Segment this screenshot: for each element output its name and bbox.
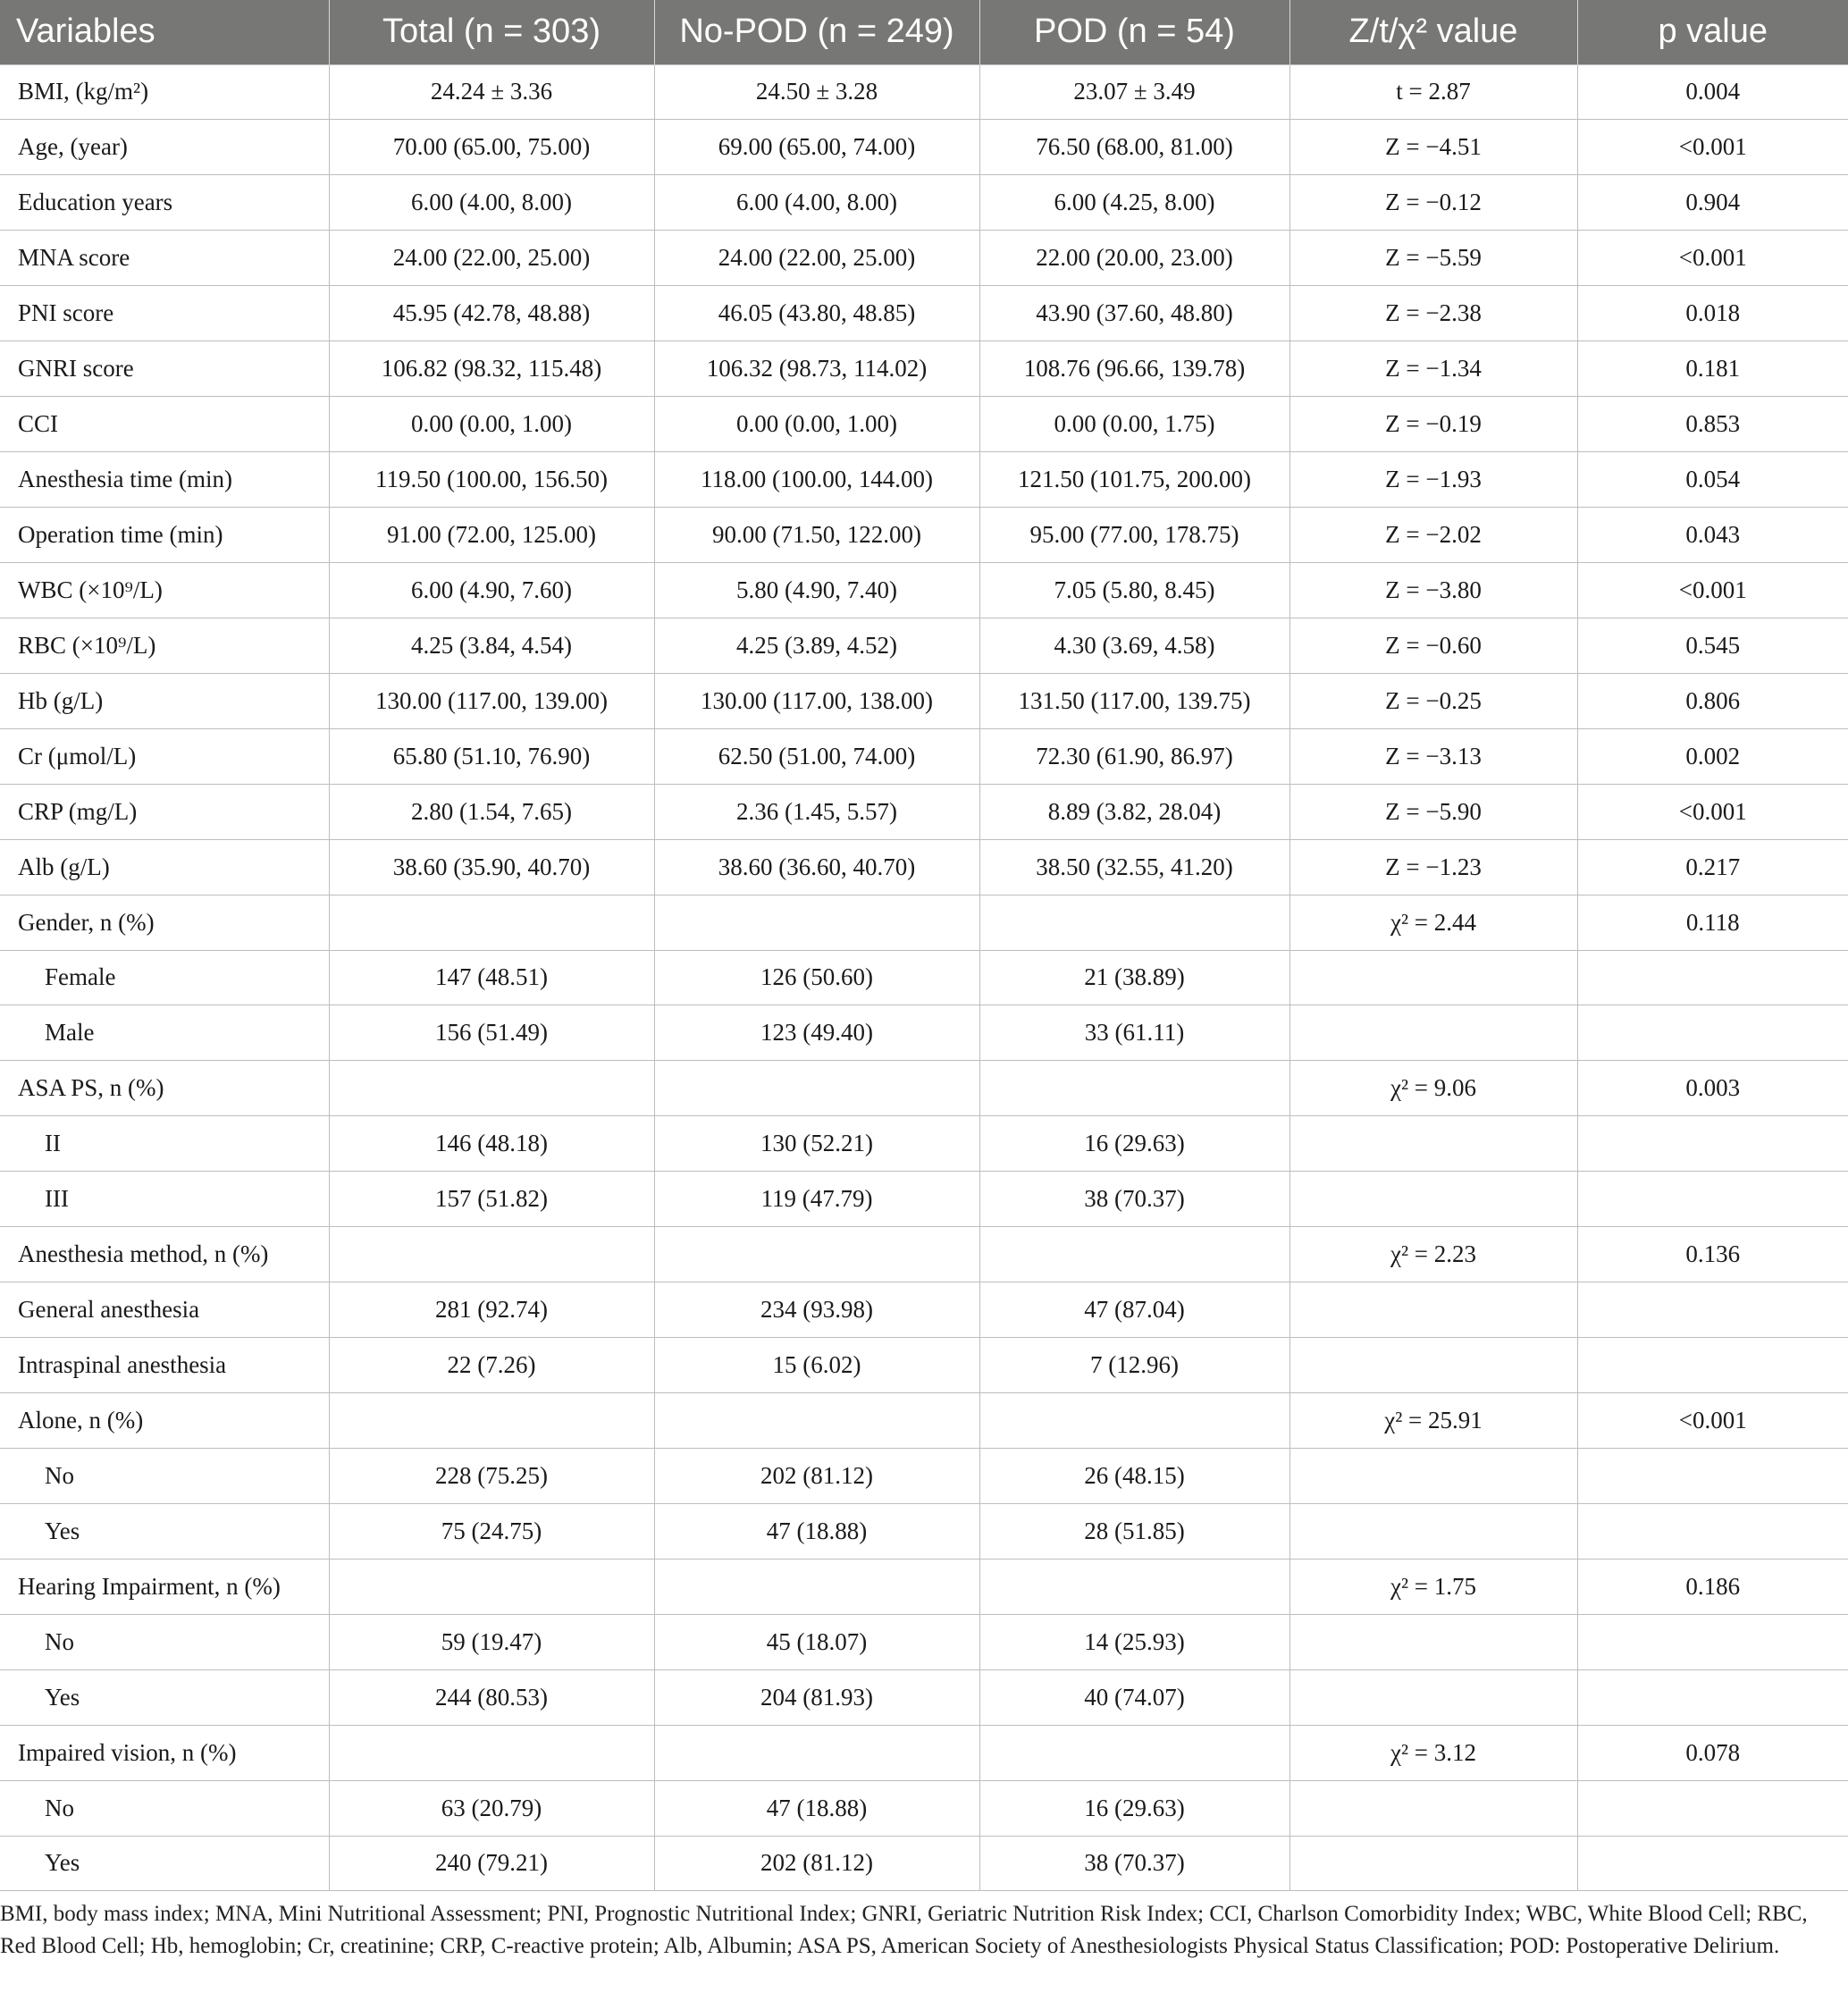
table-row [0,64,1848,120]
cell-variable: Yes [0,1503,329,1559]
cell-p-value [1577,1338,1848,1393]
cell-total: 240 (79.21) [329,1836,654,1891]
table-row [0,120,1848,175]
table-row [0,1227,1848,1282]
cell-no-pod: 45 (18.07) [654,1614,979,1669]
cell-no-pod: 69.00 (65.00, 74.00) [654,120,979,175]
cell-variable: Operation time (min) [0,508,329,563]
cell-variable: Education years [0,175,329,231]
cell-pod: 38 (70.37) [979,1172,1289,1227]
cell-no-pod: 6.00 (4.00, 8.00) [654,175,979,231]
cell-pod: 16 (29.63) [979,1780,1289,1836]
table-row [0,1448,1848,1503]
cell-no-pod: 5.80 (4.90, 7.40) [654,562,979,618]
cell-p-value: <0.001 [1577,1393,1848,1449]
cell-no-pod: 46.05 (43.80, 48.85) [654,286,979,341]
cell-stat-value: Z = −0.25 [1289,673,1577,728]
cell-total: 156 (51.49) [329,1005,654,1061]
header-pod: POD (n = 54) [979,0,1289,64]
cell-no-pod: 4.25 (3.89, 4.52) [654,618,979,673]
cell-variable: Female [0,950,329,1005]
cell-stat-value: Z = −5.59 [1289,231,1577,286]
cell-total: 24.24 ± 3.36 [329,64,654,120]
cell-total: 157 (51.82) [329,1172,654,1227]
cell-stat-value [1289,1836,1577,1891]
cell-pod [979,1061,1289,1116]
cell-pod: 6.00 (4.25, 8.00) [979,175,1289,231]
cell-total: 63 (20.79) [329,1780,654,1836]
cell-stat-value: Z = −1.93 [1289,452,1577,508]
cell-total [329,1559,654,1614]
cell-p-value [1577,1116,1848,1172]
cell-no-pod: 126 (50.60) [654,950,979,1005]
table-footnote: BMI, body mass index; MNA, Mini Nutritional Assessment; PNI, Prognostic Nutritional Index; GNRI, Geriatric Nutrition Risk Index; CCI, Charlson Comorbidity Index; WBC, White Blood Cell; RBC, Red Blood Cell; Hb, hemoglobin; Cr, creatinine; CRP, C-reactive protein; Alb, Albumin; ASA PS, American Society of Anesthesiologists Physical Status Classification; POD: Postoperative Delirium. [0,1902,1808,1958]
cell-p-value: 0.545 [1577,618,1848,673]
cell-p-value [1577,1282,1848,1338]
cell-total [329,1227,654,1282]
cell-pod: 7 (12.96) [979,1338,1289,1393]
table-header-row [0,0,1848,64]
cell-stat-value [1289,1503,1577,1559]
cell-pod: 16 (29.63) [979,1116,1289,1172]
cell-stat-value [1289,1669,1577,1725]
cell-stat-value: Z = −2.02 [1289,508,1577,563]
cell-pod: 26 (48.15) [979,1448,1289,1503]
cell-p-value: 0.118 [1577,895,1848,950]
table-row [0,1338,1848,1393]
cell-total: 91.00 (72.00, 125.00) [329,508,654,563]
cell-no-pod: 118.00 (100.00, 144.00) [654,452,979,508]
table-row [0,1725,1848,1780]
cell-p-value [1577,1780,1848,1836]
cell-stat-value [1289,950,1577,1005]
cell-total: 45.95 (42.78, 48.88) [329,286,654,341]
cell-p-value: 0.181 [1577,341,1848,397]
cell-stat-value [1289,1005,1577,1061]
cell-p-value [1577,1005,1848,1061]
cell-total [329,1725,654,1780]
cell-total [329,1061,654,1116]
cell-total: 24.00 (22.00, 25.00) [329,231,654,286]
cell-p-value: 0.853 [1577,397,1848,452]
cell-p-value [1577,950,1848,1005]
cell-variable: Cr (μmol/L) [0,728,329,784]
cell-pod: 40 (74.07) [979,1669,1289,1725]
cell-total: 244 (80.53) [329,1669,654,1725]
cell-p-value [1577,1448,1848,1503]
table-row [0,1282,1848,1338]
table-row [0,1669,1848,1725]
header-stat-value: Z/t/χ² value [1289,0,1577,64]
cell-stat-value: Z = −2.38 [1289,286,1577,341]
cell-stat-value: χ² = 2.23 [1289,1227,1577,1282]
cell-pod: 72.30 (61.90, 86.97) [979,728,1289,784]
cell-stat-value: Z = −3.80 [1289,562,1577,618]
cell-pod: 33 (61.11) [979,1005,1289,1061]
cell-variable: III [0,1172,329,1227]
cell-p-value: <0.001 [1577,784,1848,839]
cell-pod: 131.50 (117.00, 139.75) [979,673,1289,728]
cell-variable: Intraspinal anesthesia [0,1338,329,1393]
cell-no-pod: 123 (49.40) [654,1005,979,1061]
cell-stat-value: χ² = 1.75 [1289,1559,1577,1614]
cell-stat-value: χ² = 2.44 [1289,895,1577,950]
cell-variable: Hb (g/L) [0,673,329,728]
cell-no-pod: 15 (6.02) [654,1338,979,1393]
cell-no-pod: 202 (81.12) [654,1448,979,1503]
cell-variable: Anesthesia time (min) [0,452,329,508]
cell-stat-value: Z = −3.13 [1289,728,1577,784]
cell-pod [979,1725,1289,1780]
cell-variable: MNA score [0,231,329,286]
cell-pod: 21 (38.89) [979,950,1289,1005]
cell-p-value: 0.136 [1577,1227,1848,1282]
cell-pod: 23.07 ± 3.49 [979,64,1289,120]
cell-variable: RBC (×10⁹/L) [0,618,329,673]
cell-no-pod [654,1393,979,1449]
cell-pod: 121.50 (101.75, 200.00) [979,452,1289,508]
table-body [0,64,1848,1891]
cell-pod [979,895,1289,950]
cell-total: 4.25 (3.84, 4.54) [329,618,654,673]
cell-no-pod [654,1061,979,1116]
cell-total: 0.00 (0.00, 1.00) [329,397,654,452]
cell-pod: 47 (87.04) [979,1282,1289,1338]
cell-total: 22 (7.26) [329,1338,654,1393]
cell-no-pod: 24.50 ± 3.28 [654,64,979,120]
cell-p-value: <0.001 [1577,120,1848,175]
cell-total: 38.60 (35.90, 40.70) [329,839,654,895]
cell-total [329,895,654,950]
cell-stat-value: Z = −0.12 [1289,175,1577,231]
cell-stat-value: Z = −0.19 [1289,397,1577,452]
cell-no-pod [654,1559,979,1614]
table-row [0,286,1848,341]
header-p-value: p value [1577,0,1848,64]
cell-variable: CCI [0,397,329,452]
cell-pod [979,1393,1289,1449]
cell-stat-value: Z = −0.60 [1289,618,1577,673]
cell-no-pod: 0.00 (0.00, 1.00) [654,397,979,452]
cell-no-pod: 38.60 (36.60, 40.70) [654,839,979,895]
cell-no-pod: 204 (81.93) [654,1669,979,1725]
cell-stat-value: Z = −4.51 [1289,120,1577,175]
table-row [0,1393,1848,1449]
table-row [0,618,1848,673]
cell-p-value: 0.043 [1577,508,1848,563]
cell-variable: Alone, n (%) [0,1393,329,1449]
cell-pod: 43.90 (37.60, 48.80) [979,286,1289,341]
table-row [0,839,1848,895]
cell-stat-value [1289,1116,1577,1172]
cell-p-value [1577,1614,1848,1669]
cell-total: 59 (19.47) [329,1614,654,1669]
cell-pod: 38 (70.37) [979,1836,1289,1891]
cell-variable: Yes [0,1836,329,1891]
cell-pod [979,1559,1289,1614]
cell-pod: 38.50 (32.55, 41.20) [979,839,1289,895]
cell-variable: Age, (year) [0,120,329,175]
cell-p-value: 0.806 [1577,673,1848,728]
cell-total [329,1393,654,1449]
table-row [0,1780,1848,1836]
cell-p-value: 0.186 [1577,1559,1848,1614]
cell-no-pod: 106.32 (98.73, 114.02) [654,341,979,397]
cell-pod: 7.05 (5.80, 8.45) [979,562,1289,618]
cell-stat-value: Z = −1.23 [1289,839,1577,895]
table-row [0,231,1848,286]
table-row [0,1116,1848,1172]
cell-stat-value [1289,1282,1577,1338]
cell-p-value [1577,1836,1848,1891]
cell-no-pod: 47 (18.88) [654,1780,979,1836]
cell-variable: BMI, (kg/m²) [0,64,329,120]
cell-stat-value: χ² = 9.06 [1289,1061,1577,1116]
table-row [0,728,1848,784]
table-row [0,175,1848,231]
header-variables: Variables [0,0,329,64]
cell-variable: Gender, n (%) [0,895,329,950]
cell-total: 2.80 (1.54, 7.65) [329,784,654,839]
cell-pod: 8.89 (3.82, 28.04) [979,784,1289,839]
table-row [0,452,1848,508]
cell-no-pod [654,895,979,950]
cell-total: 146 (48.18) [329,1116,654,1172]
table-row [0,784,1848,839]
cell-variable: Anesthesia method, n (%) [0,1227,329,1282]
cell-p-value [1577,1172,1848,1227]
cell-p-value: 0.018 [1577,286,1848,341]
cell-variable: No [0,1614,329,1669]
cell-variable: PNI score [0,286,329,341]
cell-p-value: 0.003 [1577,1061,1848,1116]
table-row [0,1503,1848,1559]
cell-total: 6.00 (4.00, 8.00) [329,175,654,231]
table-row [0,1836,1848,1891]
cell-stat-value [1289,1780,1577,1836]
cell-p-value: <0.001 [1577,231,1848,286]
cell-pod: 4.30 (3.69, 4.58) [979,618,1289,673]
table-row [0,950,1848,1005]
cell-total: 228 (75.25) [329,1448,654,1503]
cell-variable: WBC (×10⁹/L) [0,562,329,618]
table-row [0,1614,1848,1669]
cell-no-pod [654,1227,979,1282]
cell-variable: ASA PS, n (%) [0,1061,329,1116]
cell-p-value: 0.904 [1577,175,1848,231]
cell-stat-value [1289,1172,1577,1227]
cell-p-value: 0.217 [1577,839,1848,895]
cell-stat-value: Z = −5.90 [1289,784,1577,839]
table-row [0,1172,1848,1227]
cell-total: 75 (24.75) [329,1503,654,1559]
cell-variable: CRP (mg/L) [0,784,329,839]
cell-p-value: 0.002 [1577,728,1848,784]
table-row [0,895,1848,950]
table-row [0,397,1848,452]
cell-variable: GNRI score [0,341,329,397]
cell-p-value: 0.054 [1577,452,1848,508]
table-row [0,562,1848,618]
cell-no-pod: 24.00 (22.00, 25.00) [654,231,979,286]
cell-p-value [1577,1669,1848,1725]
cell-variable: No [0,1780,329,1836]
cell-total: 147 (48.51) [329,950,654,1005]
cell-total: 70.00 (65.00, 75.00) [329,120,654,175]
cell-no-pod: 119 (47.79) [654,1172,979,1227]
cell-total: 6.00 (4.90, 7.60) [329,562,654,618]
cell-no-pod: 202 (81.12) [654,1836,979,1891]
cell-pod: 95.00 (77.00, 178.75) [979,508,1289,563]
cell-no-pod: 2.36 (1.45, 5.57) [654,784,979,839]
cell-variable: Impaired vision, n (%) [0,1725,329,1780]
cell-no-pod: 90.00 (71.50, 122.00) [654,508,979,563]
cell-p-value: 0.004 [1577,64,1848,120]
cell-pod: 76.50 (68.00, 81.00) [979,120,1289,175]
cell-no-pod: 47 (18.88) [654,1503,979,1559]
table-row [0,1005,1848,1061]
cell-p-value: 0.078 [1577,1725,1848,1780]
cell-variable: Male [0,1005,329,1061]
cell-no-pod: 130 (52.21) [654,1116,979,1172]
cell-total: 65.80 (51.10, 76.90) [329,728,654,784]
cell-total: 119.50 (100.00, 156.50) [329,452,654,508]
cell-variable: Yes [0,1669,329,1725]
cell-stat-value [1289,1448,1577,1503]
cell-stat-value: χ² = 25.91 [1289,1393,1577,1449]
cell-total: 106.82 (98.32, 115.48) [329,341,654,397]
cell-p-value: <0.001 [1577,562,1848,618]
cell-p-value [1577,1503,1848,1559]
table-row [0,1559,1848,1614]
table-row [0,1061,1848,1116]
cell-no-pod: 130.00 (117.00, 138.00) [654,673,979,728]
cell-no-pod: 234 (93.98) [654,1282,979,1338]
header-total: Total (n = 303) [329,0,654,64]
table-row [0,508,1848,563]
table-row [0,341,1848,397]
header-no-pod: No-POD (n = 249) [654,0,979,64]
cell-stat-value [1289,1338,1577,1393]
cell-stat-value [1289,1614,1577,1669]
table-row [0,673,1848,728]
cell-no-pod: 62.50 (51.00, 74.00) [654,728,979,784]
cell-pod [979,1227,1289,1282]
cell-stat-value: Z = −1.34 [1289,341,1577,397]
cell-pod: 0.00 (0.00, 1.75) [979,397,1289,452]
cell-stat-value: t = 2.87 [1289,64,1577,120]
cell-total: 281 (92.74) [329,1282,654,1338]
cell-variable: Hearing Impairment, n (%) [0,1559,329,1614]
cell-variable: II [0,1116,329,1172]
cell-pod: 28 (51.85) [979,1503,1289,1559]
cell-variable: General anesthesia [0,1282,329,1338]
cell-pod: 14 (25.93) [979,1614,1289,1669]
cell-variable: Alb (g/L) [0,839,329,895]
cell-pod: 22.00 (20.00, 23.00) [979,231,1289,286]
cell-total: 130.00 (117.00, 139.00) [329,673,654,728]
cell-variable: No [0,1448,329,1503]
cell-no-pod [654,1725,979,1780]
cell-pod: 108.76 (96.66, 139.78) [979,341,1289,397]
cell-stat-value: χ² = 3.12 [1289,1725,1577,1780]
